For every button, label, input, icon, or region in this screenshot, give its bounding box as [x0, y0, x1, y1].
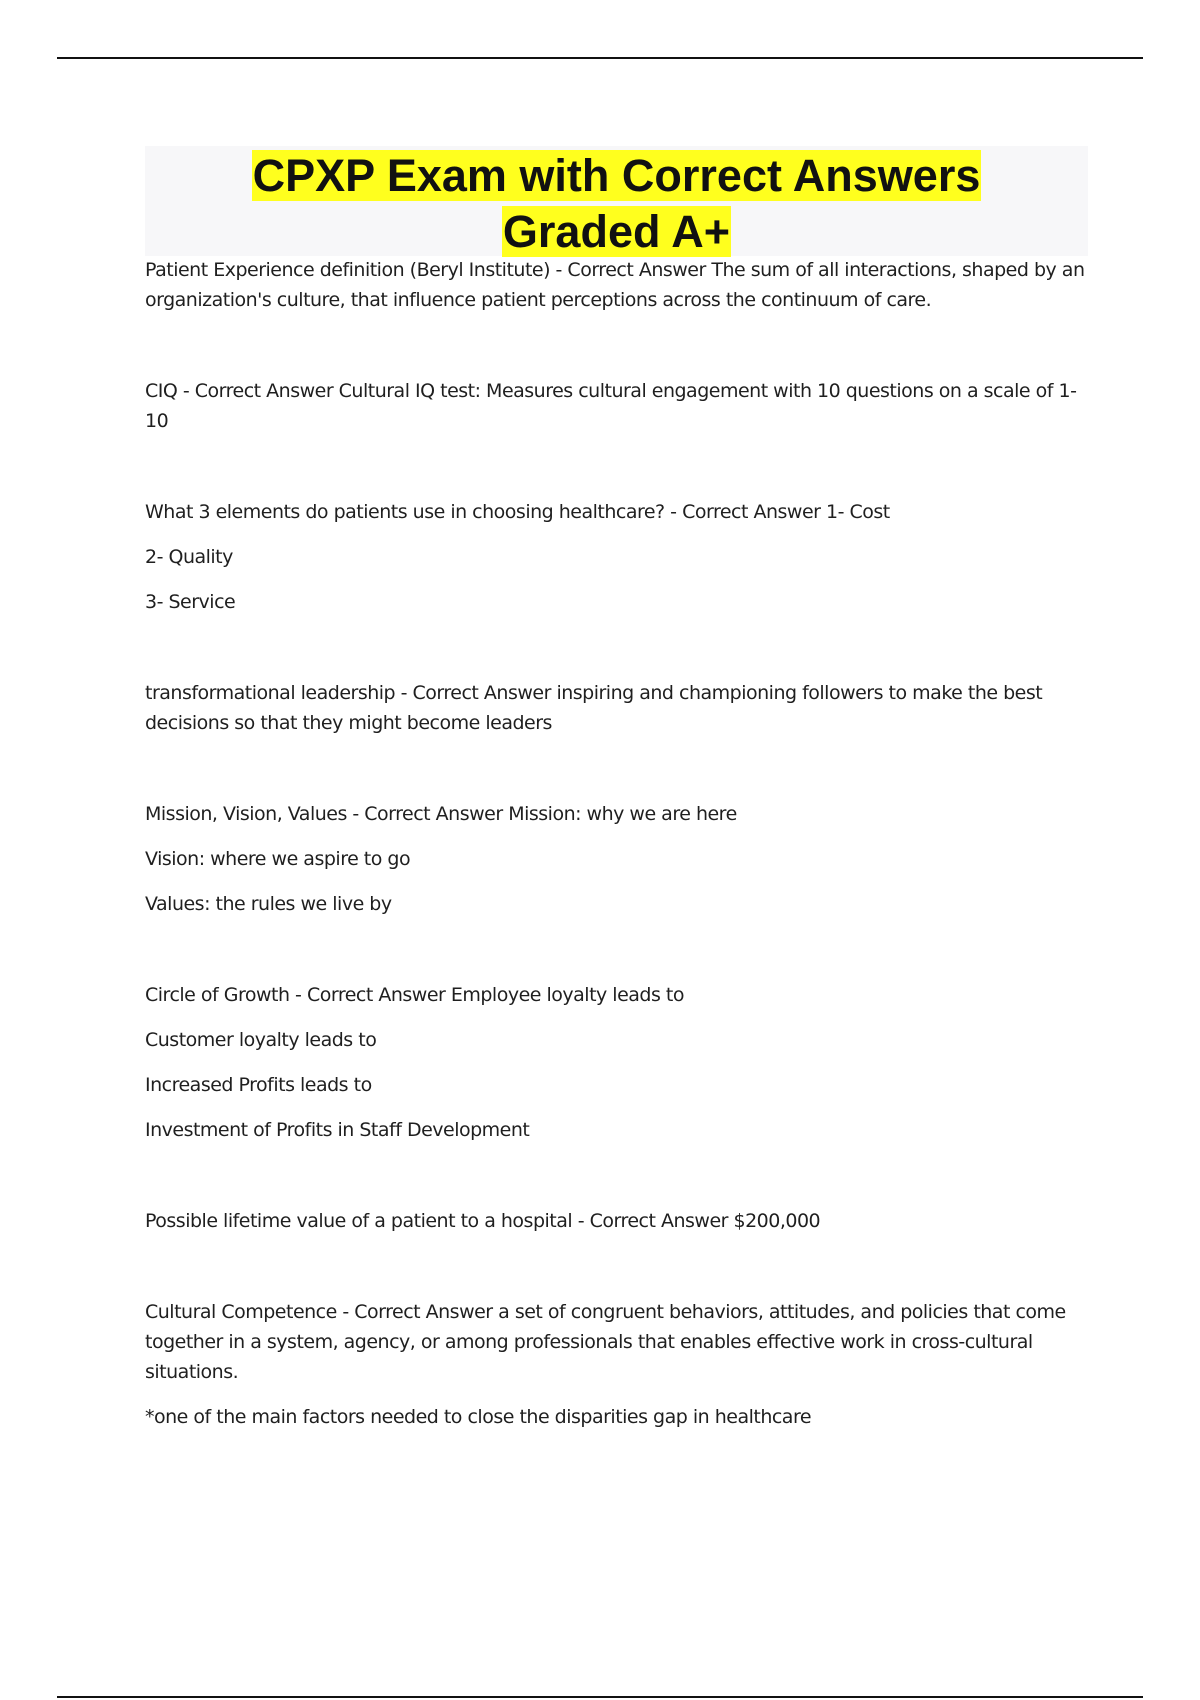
qa-entry-mission-vision-values: [145, 799, 1090, 919]
entry-text: Vision: where we aspire to go: [145, 848, 411, 870]
qa-entry-transformational-leadership: [145, 678, 1090, 738]
entry-text: Cultural Competence - Correct Answer a set of congruent behaviors, attitudes, and policies that come together in a system, agency, or among professionals that enables effective work in cross-cultural situations.: [145, 1301, 1066, 1383]
bottom-rule: [57, 1696, 1143, 1698]
entry-text: Increased Profits leads to: [145, 1074, 372, 1096]
qa-entry-ciq: [145, 376, 1090, 436]
qa-entry-circle-of-growth: [145, 980, 1090, 1145]
title-band: [145, 146, 1088, 256]
entry-text: CIQ - Correct Answer Cultural IQ test: Measures cultural engagement with 10 questions on a scale of 1-10: [145, 380, 1077, 432]
entry-text: Circle of Growth - Correct Answer Employee loyalty leads to: [145, 984, 684, 1006]
qa-entry-cultural-competence: [145, 1297, 1090, 1432]
entry-text: What 3 elements do patients use in choosing healthcare? - Correct Answer 1- Cost: [145, 501, 890, 523]
qa-entry-patient-experience: [145, 255, 1090, 315]
title-line-1: CPXP Exam with Correct Answers: [252, 150, 981, 201]
entry-text: Mission, Vision, Values - Correct Answer Mission: why we are here: [145, 803, 737, 825]
document-title: [145, 146, 1088, 260]
entry-text: Values: the rules we live by: [145, 893, 392, 915]
entry-text: 2- Quality: [145, 546, 233, 568]
entry-text: Patient Experience definition (Beryl Institute) - Correct Answer The sum of all interactions, shaped by an organization's culture, that influence patient perceptions across the continuum of care.: [145, 259, 1085, 311]
entry-text: Possible lifetime value of a patient to a hospital - Correct Answer $200,000: [145, 1210, 821, 1232]
entry-text: *one of the main factors needed to close the disparities gap in healthcare: [145, 1406, 812, 1428]
top-rule: [57, 57, 1143, 59]
document-body: [145, 255, 1090, 1432]
qa-entry-lifetime-value: [145, 1206, 1090, 1236]
title-line-2: Graded A+: [502, 206, 731, 257]
entry-text: transformational leadership - Correct Answer inspiring and championing followers to make the best decisions so that they might become leaders: [145, 682, 1043, 734]
qa-entry-choosing-healthcare: [145, 497, 1090, 617]
entry-text: Investment of Profits in Staff Development: [145, 1119, 530, 1141]
entry-text: Customer loyalty leads to: [145, 1029, 377, 1051]
entry-text: 3- Service: [145, 591, 236, 613]
